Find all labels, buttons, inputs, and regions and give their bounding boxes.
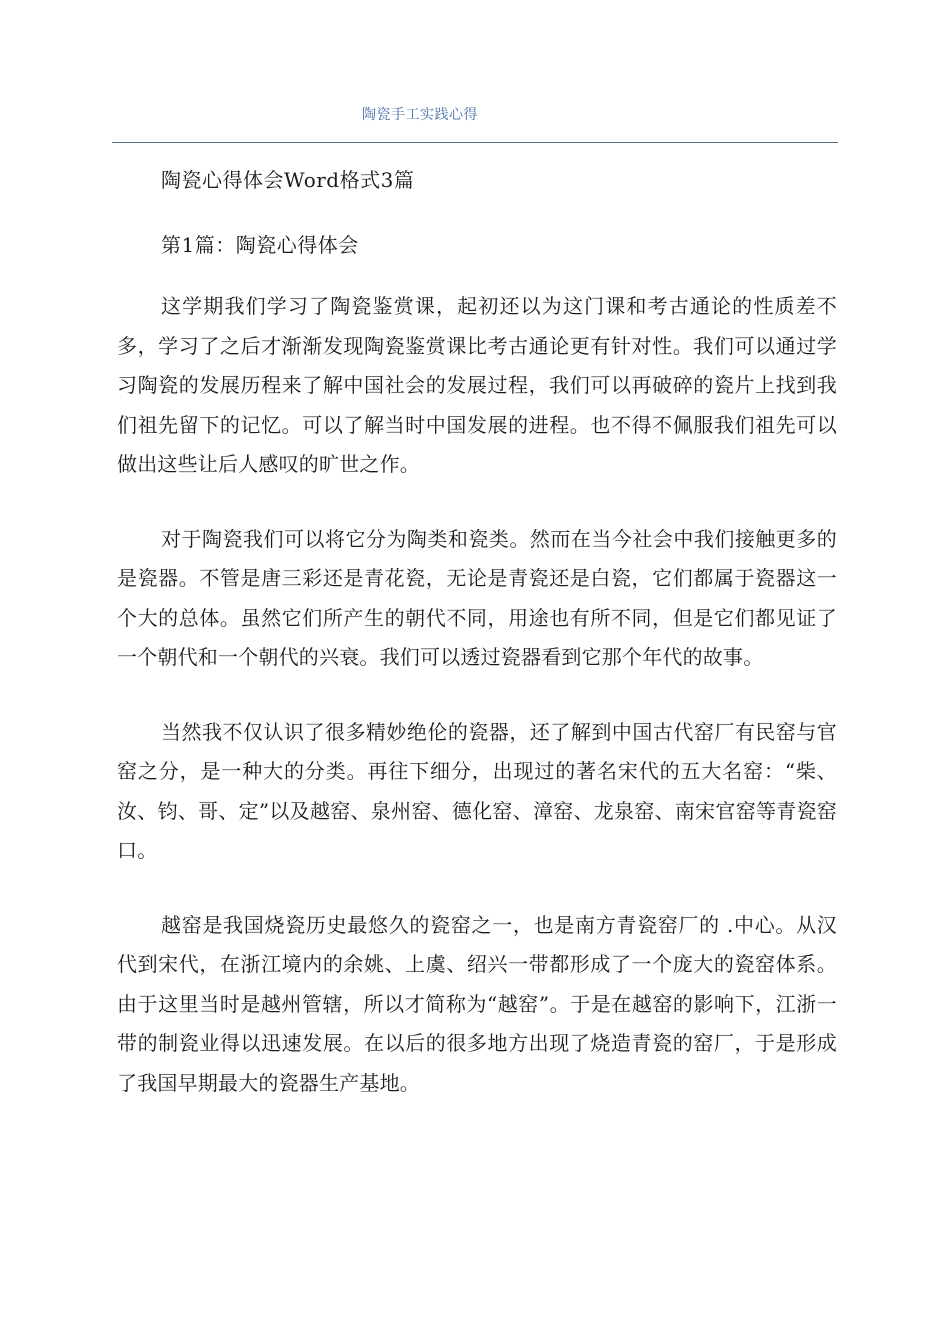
document-title: 陶瓷心得体会Word格式3篇: [161, 168, 415, 192]
section-title: 第1篇：陶瓷心得体会: [161, 233, 359, 257]
page-header-title: 陶瓷手工实践心得: [362, 107, 478, 123]
paragraph-1: 这学期我们学习了陶瓷鉴赏课，起初还以为这门课和考古通论的性质差不多，学习了之后才渐渐发现陶瓷鉴赏课比考古通论更有针对性。我们可以通过学习陶瓷的发展历程来了解中国社会的发展过程，我们可以再破碎的瓷片上找到我们祖先留下的记忆。可以了解当时中国发展的进程。也不得不佩服我们祖先可以做出这些让后人感叹的旷世之作。: [117, 294, 837, 476]
document-body: [117, 160, 837, 1138]
paragraph-3: 当然我不仅认识了很多精妙绝伦的瓷器，还了解到中国古代窑厂有民窑与官窑之分，是一种大的分类。再往下细分，出现过的著名宋代的五大名窑：“柴、汝、钧、哥、定”以及越窑、泉州窑、德化窑、漳窑、龙泉窑、南宋官窑等青瓷窑口。: [117, 719, 837, 862]
header-divider: [112, 142, 838, 143]
paragraph-2: 对于陶瓷我们可以将它分为陶类和瓷类。然而在当今社会中我们接触更多的是瓷器。不管是唐三彩还是青花瓷，无论是青瓷还是白瓷，它们都属于瓷器这一个大的总体。虽然它们所产生的朝代不同，用途也有所不同，但是它们都见证了一个朝代和一个朝代的兴衰。我们可以透过瓷器看到它那个年代的故事。: [117, 526, 837, 669]
paragraph-4: 越窑是我国烧瓷历史最悠久的瓷窑之一，也是南方青瓷窑厂的 .中心。从汉代到宋代，在浙江境内的余姚、上虞、绍兴一带都形成了一个庞大的瓷窑体系。由于这里当时是越州管辖，所以才简称为“越窑”。于是在越窑的影响下，江浙一带的制瓷业得以迅速发展。在以后的很多地方出现了烧造青瓷的窑厂，于是形成了我国早期最大的瓷器生产基地。: [117, 912, 837, 1095]
